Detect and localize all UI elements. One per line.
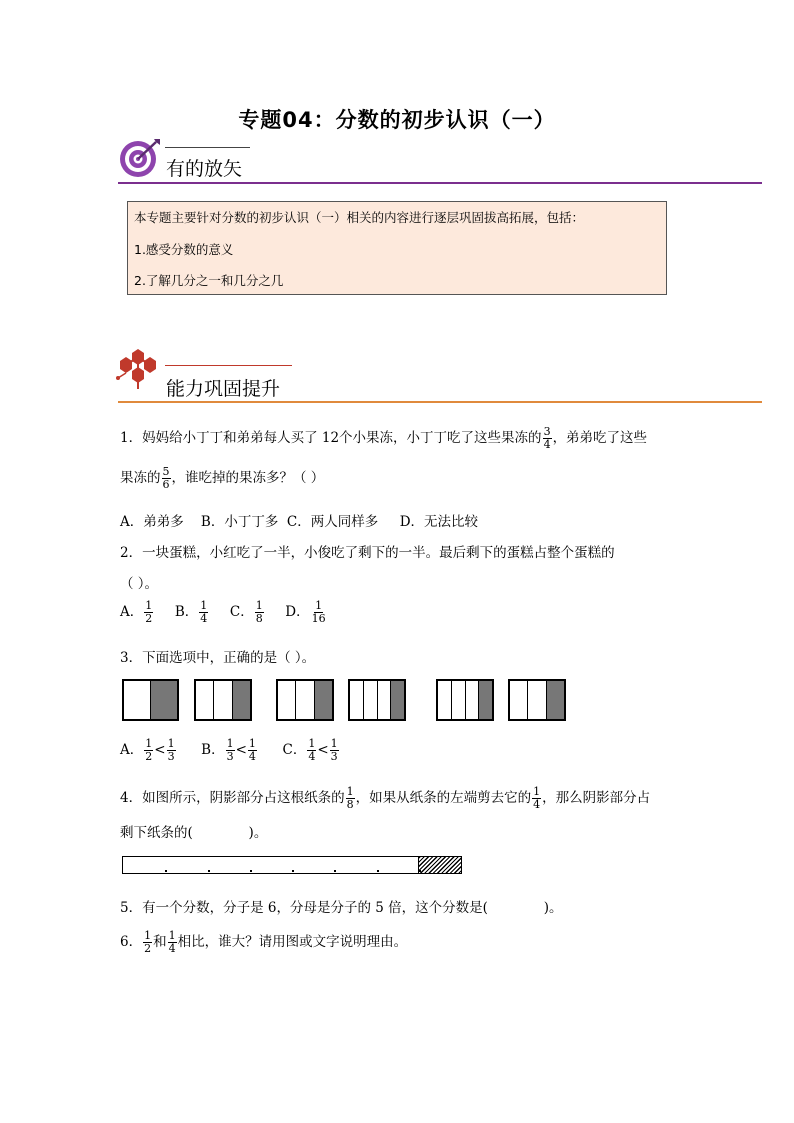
q1-fraction-2 — [162, 466, 171, 491]
q4-f2-num: 1 — [533, 785, 541, 798]
q2-a-den: 2 — [145, 612, 153, 625]
q4-strip-tick — [165, 870, 167, 872]
q3-options — [120, 738, 340, 763]
q4-f2-den: 4 — [533, 798, 541, 811]
section2-divider — [118, 401, 762, 403]
q2-option-b-fraction — [199, 600, 208, 625]
q2-option-a-fraction — [144, 600, 153, 625]
q4-strip-tick — [250, 870, 252, 872]
q2-line1: 2．一块蛋糕，小红吃了一半，小俊吃了剩下的一半。最后剩下的蛋糕占整个蛋糕的 — [120, 545, 615, 561]
q6-text-b: 和 — [153, 934, 167, 950]
q2-option-c[interactable] — [229, 599, 265, 625]
q3-bar-cell — [378, 681, 392, 719]
intro-line-3: 2.了解几分之一和几分之几 — [134, 273, 284, 288]
q4-fraction-1 — [346, 786, 355, 811]
q3-bar-cell — [315, 681, 332, 719]
q3-bar-cell — [124, 681, 151, 719]
q1-f1-num: 3 — [543, 425, 551, 438]
q4-fraction-2 — [532, 786, 541, 811]
q3-bar-cell — [547, 681, 564, 719]
q6-text — [120, 930, 407, 955]
q3-c-r-den: 3 — [330, 750, 338, 763]
q4-text-a: 4．如图所示，阴影部分占这根纸条的 — [120, 790, 345, 806]
q2-a-num: 1 — [145, 599, 153, 612]
q6-f2-num: 1 — [168, 929, 176, 942]
q2-b-num: 1 — [200, 599, 208, 612]
q3-bar-cell — [214, 681, 232, 719]
q3-a-right-fraction — [167, 738, 176, 763]
q4-f1-num: 1 — [346, 785, 354, 798]
q3-bar-cell — [350, 681, 364, 719]
q2-options — [120, 600, 328, 625]
q2-option-d-label: D． — [285, 604, 310, 620]
q6-fraction-2 — [168, 930, 177, 955]
q3-bar-cell — [278, 681, 296, 719]
q1-line2 — [120, 466, 324, 491]
q3-c-l-num: 1 — [308, 737, 316, 750]
q3-option-c[interactable] — [282, 737, 339, 763]
q3-c-left-fraction — [307, 738, 316, 763]
q4-strip-tick — [377, 870, 379, 872]
q3-bar-diagrams — [122, 679, 572, 721]
q3-b-label: B． — [201, 742, 225, 758]
q2-option-b-label: B． — [174, 604, 199, 620]
q2-b-den: 4 — [200, 612, 208, 625]
q1-options: A．弟弟多 B．小丁丁多 C．两人同样多 D．无法比较 — [120, 514, 479, 530]
q2-d-den: 16 — [311, 612, 326, 625]
q6-text-c: 相比，谁大？请用图或文字说明理由。 — [177, 934, 408, 950]
q3-b-op: < — [235, 742, 247, 758]
q3-bar-diagram-1 — [122, 679, 179, 721]
q2-option-d-fraction — [311, 600, 327, 625]
q6-f1-num: 1 — [144, 929, 152, 942]
hexagon-icon — [116, 345, 162, 391]
q1-f2-num: 5 — [162, 465, 170, 478]
q3-a-label: A． — [120, 742, 144, 758]
q3-bar-cell — [151, 681, 177, 719]
q2-line2: （ ）。 — [120, 576, 159, 592]
q2-option-a-label: A． — [120, 604, 144, 620]
q3-bar-cell — [466, 681, 480, 719]
q1-f2-den: 6 — [162, 478, 170, 491]
q4-text-b: ，如果从纸条的左端剪去它的 — [355, 790, 532, 806]
page-title: 专题04：分数的初步认识（一） — [238, 108, 556, 132]
section1-divider — [118, 182, 762, 184]
q3-bar-cell — [452, 681, 466, 719]
section1-heading: 有的放矢 — [166, 158, 243, 180]
q6-f2-den: 4 — [168, 942, 176, 955]
q3-bar-diagram-3 — [276, 679, 334, 721]
q3-a-l-num: 1 — [145, 737, 153, 750]
section2-heading: 能力巩固提升 — [166, 378, 281, 400]
q3-option-a[interactable] — [120, 737, 177, 763]
section2-top-line — [165, 365, 292, 366]
q1-text-a: 1．妈妈给小丁丁和弟弟每人买了 12个小果冻，小丁丁吃了这些果冻的 — [120, 430, 542, 446]
q3-bar-cell — [510, 681, 528, 719]
q4-text-c: ，那么阴影部分占 — [542, 790, 651, 806]
q1-line1 — [120, 426, 647, 451]
intro-box — [127, 201, 667, 295]
q3-stem: 3．下面选项中，正确的是（ ）。 — [120, 650, 316, 666]
q2-c-den: 8 — [255, 612, 263, 625]
q2-option-c-fraction — [255, 600, 264, 625]
q3-b-left-fraction — [226, 738, 235, 763]
q3-b-r-num: 1 — [248, 737, 256, 750]
q3-bar-diagram-6 — [508, 679, 566, 721]
q2-c-num: 1 — [255, 599, 263, 612]
q3-bar-cell — [196, 681, 214, 719]
q3-c-r-num: 1 — [330, 737, 338, 750]
q2-option-a[interactable] — [120, 599, 154, 625]
q4-f1-den: 8 — [346, 798, 354, 811]
q3-bar-cell — [296, 681, 314, 719]
q1-f1-den: 4 — [543, 438, 551, 451]
q3-c-right-fraction — [330, 738, 339, 763]
q3-bar-cell — [528, 681, 546, 719]
q4-line2: 剩下纸条的( )。 — [120, 825, 268, 841]
q3-a-r-num: 1 — [167, 737, 175, 750]
q3-bar-cell — [364, 681, 378, 719]
q3-bar-diagram-4 — [348, 679, 406, 721]
q1-fraction-1 — [543, 426, 552, 451]
q2-d-num: 1 — [315, 599, 323, 612]
q3-a-l-den: 2 — [145, 750, 153, 763]
q1-text-c: 果冻的 — [120, 470, 161, 486]
q2-option-c-label: C． — [229, 604, 254, 620]
q4-strip-tick — [292, 870, 294, 872]
q3-option-b[interactable] — [201, 737, 258, 763]
q6-f1-den: 2 — [144, 942, 152, 955]
q1-text-d: ，谁吃掉的果冻多？（ ） — [171, 470, 325, 486]
q4-shaded-part — [418, 857, 461, 873]
q3-bar-cell — [391, 681, 404, 719]
q4-strip-tick — [334, 870, 336, 872]
q3-bar-diagram-5 — [436, 679, 494, 721]
q4-strip-tick — [208, 870, 210, 872]
q5-text: 5．有一个分数，分子是 6，分母是分子的 5 倍，这个分数是( )。 — [120, 900, 563, 916]
q2-option-b[interactable] — [174, 599, 209, 625]
q6-text-a: 6． — [120, 934, 143, 950]
q3-bar-diagram-2 — [194, 679, 252, 721]
q2-option-d[interactable] — [285, 599, 327, 625]
target-icon — [118, 137, 162, 181]
q3-bar-cell — [233, 681, 250, 719]
q6-fraction-1 — [143, 930, 152, 955]
q4-line1 — [120, 786, 650, 811]
intro-line-2: 1.感受分数的意义 — [134, 242, 234, 257]
q3-a-left-fraction — [144, 738, 153, 763]
q3-b-right-fraction — [248, 738, 257, 763]
intro-line-1: 本专题主要针对分数的初步认识（一）相关的内容进行逐层巩固拔高拓展，包括： — [134, 210, 585, 225]
q3-b-r-den: 4 — [248, 750, 256, 763]
q3-b-l-den: 3 — [226, 750, 234, 763]
q3-a-r-den: 3 — [167, 750, 175, 763]
q3-bar-cell — [479, 681, 492, 719]
q3-c-l-den: 4 — [308, 750, 316, 763]
q1-text-b: ，弟弟吃了这些 — [552, 430, 648, 446]
section1-top-line — [165, 147, 250, 148]
q3-bar-cell — [438, 681, 452, 719]
q4-paper-strip — [122, 856, 462, 874]
q3-b-l-num: 1 — [226, 737, 234, 750]
q3-a-op: < — [154, 742, 166, 758]
q3-c-label: C． — [282, 742, 307, 758]
q3-c-op: < — [317, 742, 329, 758]
q4-strip-tick — [419, 870, 421, 872]
